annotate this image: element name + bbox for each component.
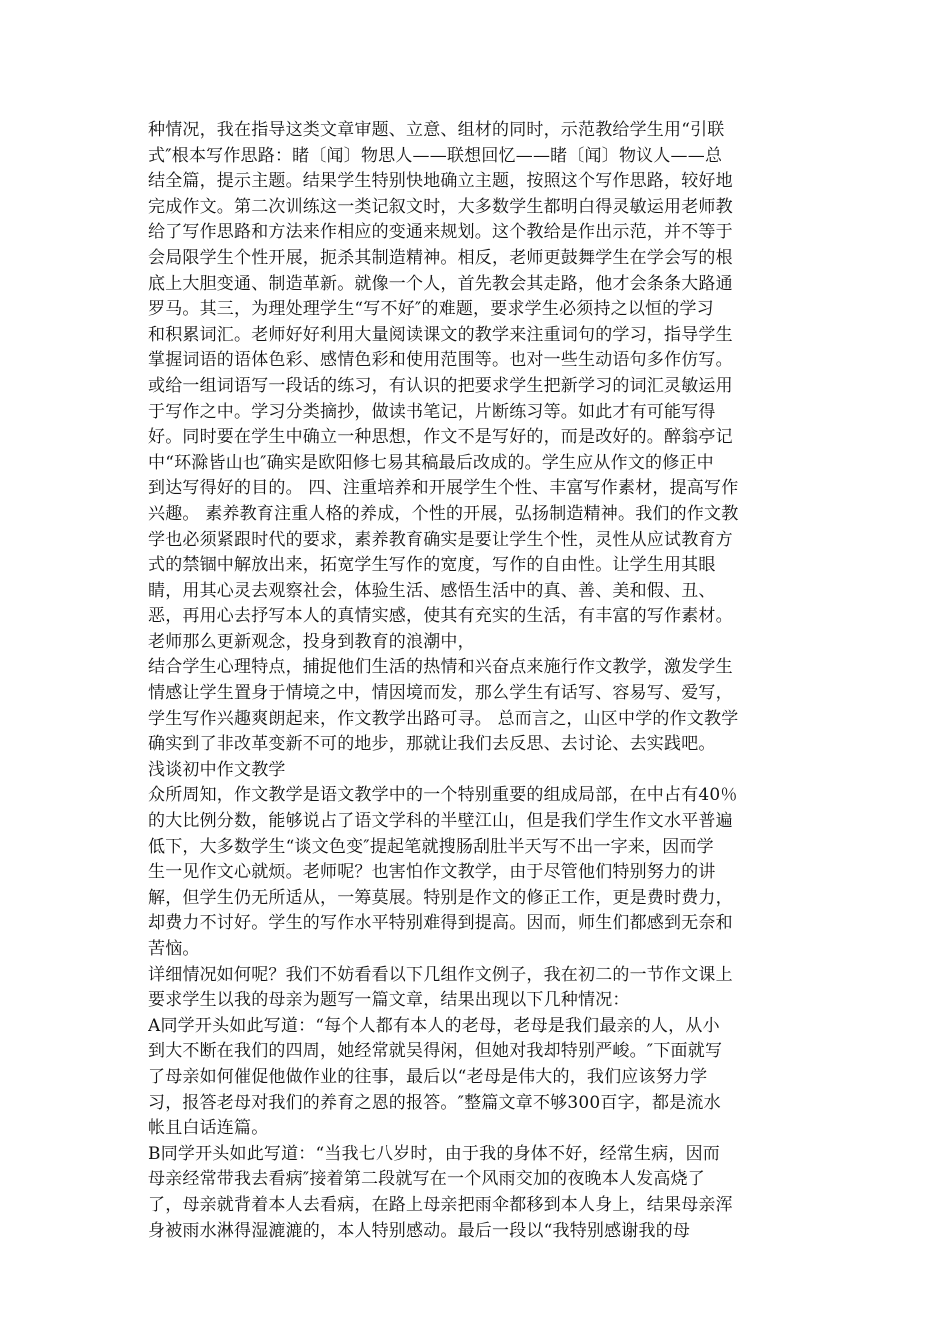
text-line: 生一见作文心就烦。老师呢？也害怕作文教学，由于尽管他们特别努力的讲 xyxy=(148,862,716,883)
text-line: 却费力不讨好。学生的写作水平特别难得到提高。因而，师生们都感到无奈和 xyxy=(148,913,733,934)
text-line: 结合学生心理特点，捕捉他们生活的热情和兴奋点来施行作文教学，激发学生 xyxy=(148,657,733,678)
text-line: 掌握词语的语体色彩、感情色彩和使用范围等。也对一些生动语句多作仿写。 xyxy=(148,350,733,371)
text-line: 母亲经常带我去看病″接着第二段就写在一个风雨交加的夜晚本人发高烧了 xyxy=(148,1169,705,1190)
text-line: 底上大胆变通、制造革新。就像一个人，首先教会其走路，他才会条条大路通 xyxy=(148,273,733,294)
text-line: 身被雨水淋得湿漉漉的，本人特别感动。最后一段以“我特别感谢我的母 xyxy=(148,1220,691,1241)
text-line: 式″根本写作思路：睹〔闻〕物思人——联想回忆——睹〔闻〕物议人——总 xyxy=(148,145,723,166)
text-line: 好。同时要在学生中确立一种思想，作文不是写好的，而是改好的。醉翁亭记 xyxy=(148,427,733,448)
text-line: 了，母亲就背着本人去看病，在路上母亲把雨伞都移到本人身上，结果母亲浑 xyxy=(148,1194,733,1215)
text-line: A同学开头如此写道：“每个人都有本人的老母，老母是我们最亲的人，从小 xyxy=(148,1015,720,1036)
text-line: 或给一组词语写一段话的练习，有认识的把要求学生把新学习的词汇灵敏运用 xyxy=(148,375,733,396)
text-line: 式的禁锢中解放出来，拓宽学生写作的宽度，写作的自由性。让学生用其眼 xyxy=(148,555,716,576)
text-line: 中“环滁皆山也″确实是欧阳修七易其稿最后改成的。学生应从作文的修正中 xyxy=(148,452,714,473)
text-line: 了母亲如何催促他做作业的往事，最后以“老母是伟大的，我们应该努力学 xyxy=(148,1066,708,1087)
text-line: 到达写得好的目的。 四、注重培养和开展学生个性、丰富写作素材，提高写作 xyxy=(148,478,739,499)
document-body xyxy=(148,118,814,1244)
text-line: 情感让学生置身于情境之中，情因境而发，那么学生有话写、容易写、爱写， xyxy=(148,683,733,704)
section-heading: 浅谈初中作文教学 xyxy=(148,759,286,780)
text-line: 恶，再用心去抒写本人的真情实感，使其有充实的生活，有丰富的写作素材。 xyxy=(148,606,733,627)
text-line: 帐且白话连篇。 xyxy=(148,1118,269,1139)
text-line: 完成作文。第二次训练这一类记叙文时，大多数学生都明白得灵敏运用老师教 xyxy=(148,196,733,217)
text-line: 解，但学生仍无所适从，一筹莫展。特别是作文的修正工作，更是费时费力， xyxy=(148,887,733,908)
text-line: 确实到了非改革变新不可的地步，那就让我们去反思、去讨论、去实践吧。 xyxy=(148,734,716,755)
text-line: 低下，大多数学生“谈文色变″提起笔就搜肠刮肚半天写不出一字来，因而学 xyxy=(148,836,714,857)
text-line: 于写作之中。学习分类摘抄，做读书笔记，片断练习等。如此才有可能写得 xyxy=(148,401,716,422)
text-line: 睛，用其心灵去观察社会，体验生活、感悟生活中的真、善、美和假、丑、 xyxy=(148,580,716,601)
text-line: 种情况，我在指导这类文章审题、立意、组材的同时，示范教给学生用“引联 xyxy=(148,120,725,140)
text-line: 结全篇，提示主题。结果学生特别快地确立主题，按照这个写作思路，较好地 xyxy=(148,171,733,192)
text-line: 到大不断在我们的四周，她经常就吴得闲，但她对我却特别严峻。″下面就写 xyxy=(148,1041,723,1062)
text-line: 给了写作思路和方法来作相应的变通来规划。这个教给是作出示范，并不等于 xyxy=(148,222,733,243)
text-line: 要求学生以我的母亲为题写一篇文章，结果出现以下几种情况： xyxy=(148,990,630,1011)
text-line: 和积累词汇。老师好好利用大量阅读课文的教学来注重词句的学习，指导学生 xyxy=(148,324,733,345)
text-line: 会局限学生个性开展，扼杀其制造精神。相反，老师更鼓舞学生在学会写的根 xyxy=(148,247,733,268)
text-line: 习，报答老母对我们的养育之恩的报答。″整篇文章不够300百字，都是流水 xyxy=(148,1092,721,1113)
text-line: 学也必须紧跟时代的要求，素养教育确实是要让学生个性，灵性从应试教育方 xyxy=(148,529,733,550)
text-line: 众所周知，作文教学是语文教学中的一个特别重要的组成局部，在中占有40％ xyxy=(148,785,738,806)
text-line: 兴趣。 素养教育注重人格的养成，个性的开展，弘扬制造精神。我们的作文教 xyxy=(148,503,739,524)
text-line: 老师那么更新观念，投身到教育的浪潮中， xyxy=(148,631,475,652)
text-line: 苦恼。 xyxy=(148,939,200,959)
text-line: B同学开头如此写道：“当我七八岁时，由于我的身体不好，经常生病，因而 xyxy=(148,1143,720,1164)
text-line: 罗马。其三，为理处理学生“写不好″的难题，要求学生必须持之以恒的学习 xyxy=(148,299,714,320)
text-line: 学生写作兴趣爽朗起来，作文教学出路可寻。 总而言之，山区中学的作文教学 xyxy=(148,708,739,729)
text-line: 详细情况如何呢？我们不妨看看以下几组作文例子，我在初二的一节作文课上 xyxy=(148,964,733,985)
text-line: 的大比例分数，能够说占了语文学科的半壁江山，但是我们学生作文水平普遍 xyxy=(148,811,733,832)
